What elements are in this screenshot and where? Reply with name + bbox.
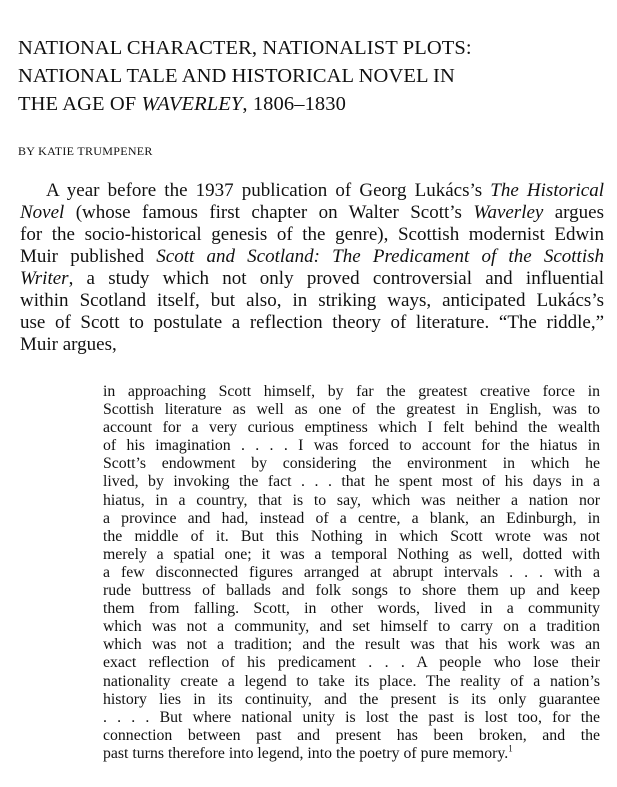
paragraph-line bbox=[20, 202, 604, 224]
opening-paragraph bbox=[20, 180, 604, 356]
title-line-1: NATIONAL CHARACTER, NATIONALIST PLOTS: bbox=[18, 37, 472, 59]
paragraph-line: within Scotland itself, but also, in striking ways, anticipated Lukács’s bbox=[20, 290, 604, 311]
quote-line: which was not a tradition; and the result was that his work was an bbox=[103, 636, 600, 654]
quote-line: lived, by invoking the fact . . . that he spent most of his days in a bbox=[103, 473, 600, 491]
paragraph-text: argues bbox=[543, 202, 604, 223]
book-title-italic: Writer bbox=[20, 268, 69, 289]
quote-line: a province and had, instead of a centre, a blank, an Edinburgh, in bbox=[103, 509, 600, 527]
quote-line: account for a very curious emptiness which I felt behind the wealth bbox=[103, 419, 600, 437]
quote-last-line bbox=[103, 745, 600, 763]
paragraph-line bbox=[20, 180, 604, 202]
quote-line: which was not a community, and set himself to carry on a tradition bbox=[103, 618, 600, 636]
quote-line: merely a spatial one; it was a temporal Nothing as well, dotted with bbox=[103, 545, 600, 563]
quote-line: the middle of it. But this Nothing in which Scott wrote was not bbox=[103, 527, 600, 545]
quote-line: Scottish literature as well as one of the greatest in English, was to bbox=[103, 401, 600, 419]
author-byline: BY KATIE TRUMPENER bbox=[18, 144, 153, 158]
paragraph-line: Muir argues, bbox=[20, 334, 117, 355]
title-line-3-suffix: , 1806–1830 bbox=[242, 93, 346, 115]
quote-line: . . . . But where national unity is lost the past is lost too, for the bbox=[103, 708, 600, 726]
quote-line: them from falling. Scott, in other words, lived in a community bbox=[103, 600, 600, 618]
quote-line: of his imagination . . . . I was forced to account for the hiatus in bbox=[103, 437, 600, 455]
footnote-marker[interactable]: 1 bbox=[508, 743, 513, 754]
quote-line: exact reflection of his predicament . . . A people who lose their bbox=[103, 654, 600, 672]
title-waverley: WAVERLEY bbox=[141, 93, 243, 115]
paragraph-text: (whose famous first chapter on Walter Scott’s bbox=[64, 202, 474, 223]
title-line-3-prefix: THE AGE OF bbox=[18, 93, 142, 115]
paragraph-line bbox=[20, 268, 604, 290]
quote-line: nationality create a legend to take its place. The reality of a nation’s bbox=[103, 672, 600, 690]
quote-line: in approaching Scott himself, by far the greatest creative force in bbox=[103, 383, 600, 400]
paragraph-line: for the socio-historical genesis of the genre), Scottish modernist Edwin bbox=[20, 224, 604, 245]
title-line-3 bbox=[18, 90, 608, 118]
book-title-italic: The Historical bbox=[490, 180, 604, 201]
book-title-italic: Waverley bbox=[473, 202, 544, 223]
paragraph-line: use of Scott to postulate a reflection theory of literature. “The riddle,” bbox=[20, 312, 604, 333]
paragraph-line bbox=[20, 246, 604, 268]
quote-line-text: past turns therefore into legend, into the poetry of pure memory. bbox=[103, 744, 509, 762]
quote-line: hiatus, in a country, that is to say, which was neither a nation nor bbox=[103, 491, 600, 509]
quote-line: a few disconnected figures arranged at abrupt intervals . . . with a bbox=[103, 563, 600, 581]
quote-line: history lies in its continuity, and the present is its only guarantee bbox=[103, 690, 600, 708]
paragraph-text: A year before the 1937 publication of Georg Lukács’s bbox=[46, 180, 491, 201]
paragraph-text: , a study which not only proved controversial and influential bbox=[68, 268, 604, 289]
article-title bbox=[18, 34, 608, 118]
quote-line: connection between past and present has been broken, and the bbox=[103, 726, 600, 744]
block-quote bbox=[103, 383, 600, 763]
paragraph-text: Muir published bbox=[20, 246, 157, 267]
book-title-italic: Novel bbox=[20, 202, 65, 223]
book-title-italic: Scott and Scotland: The Predicament of the Scottish bbox=[156, 246, 604, 267]
quote-line: rude buttress of ballads and folk songs to shore them up and keep bbox=[103, 582, 600, 600]
quote-line: Scott’s endowment by considering the environment in which he bbox=[103, 455, 600, 473]
title-line-2: NATIONAL TALE AND HISTORICAL NOVEL IN bbox=[18, 65, 455, 87]
